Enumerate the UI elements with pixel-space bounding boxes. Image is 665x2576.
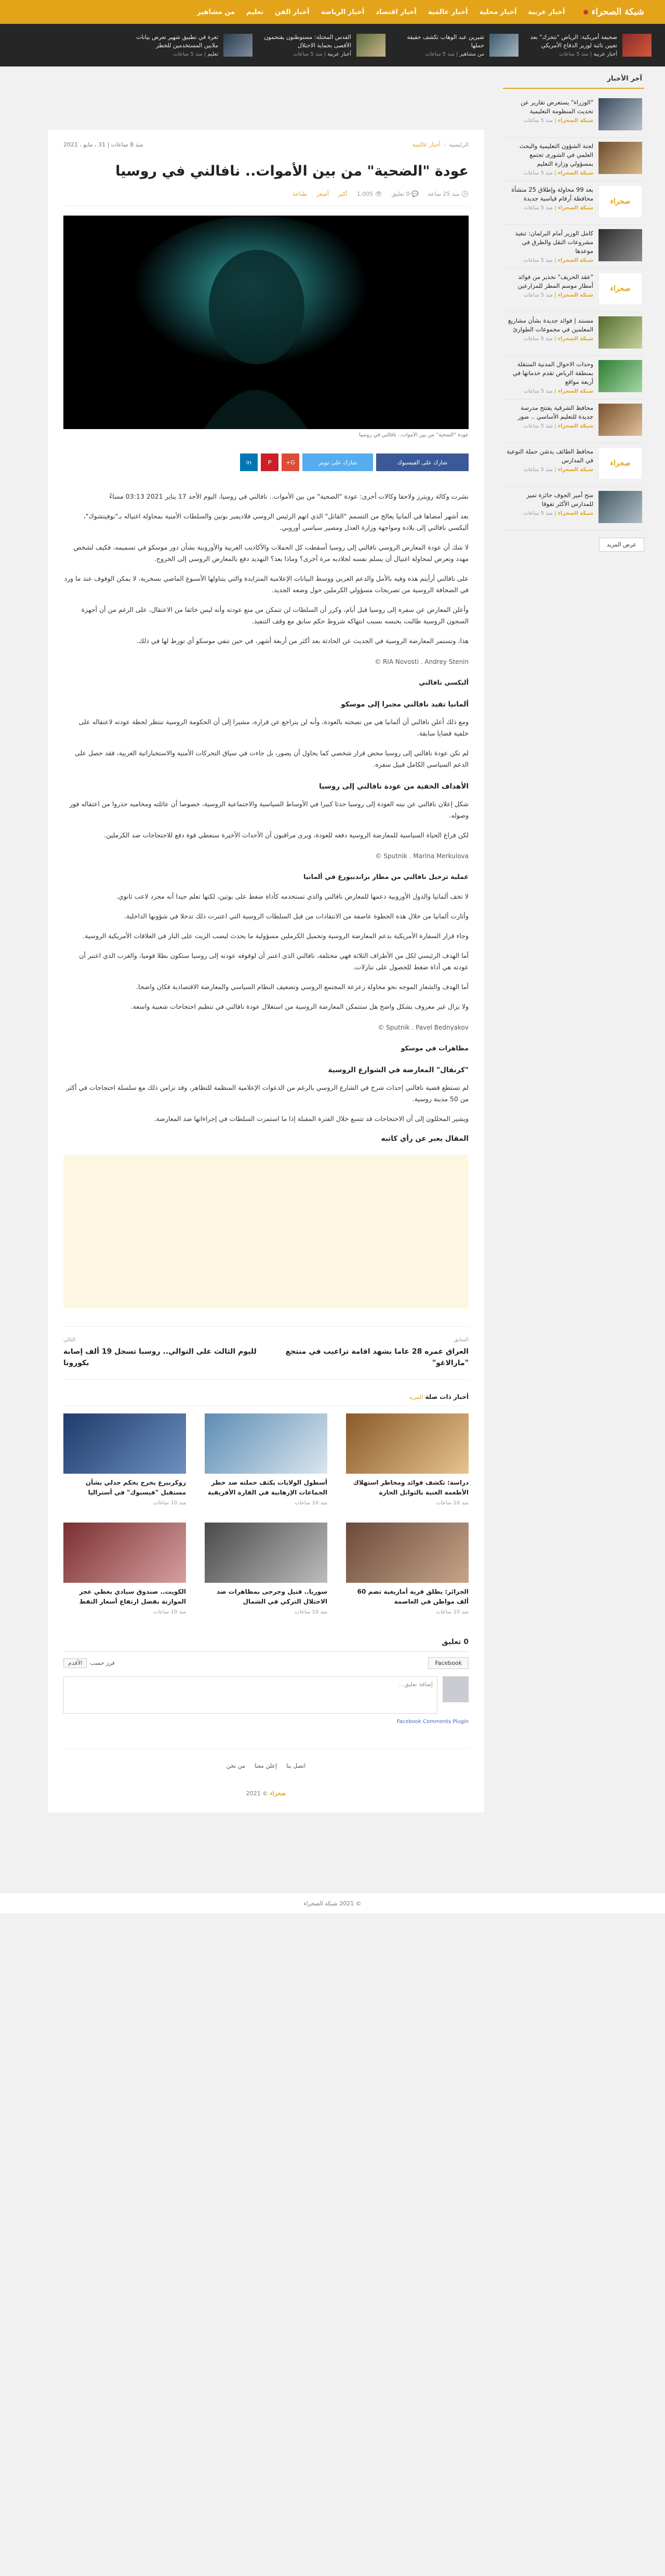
related-image bbox=[205, 1413, 327, 1474]
hero-image bbox=[63, 216, 469, 429]
ticker-item[interactable] bbox=[528, 33, 651, 57]
related-grid bbox=[63, 1413, 469, 1615]
related-card-title: الكويت.. صندوق سيادي يغطي عجز الموازنة بفضل ارتفاع أسعار النفط bbox=[79, 1588, 186, 1605]
sidebar-latest bbox=[503, 66, 644, 1812]
share-facebook-button[interactable]: شارك على الفيسبوك bbox=[376, 453, 469, 471]
nav-item[interactable]: أخبار محلية bbox=[479, 8, 517, 16]
sidebar-item-meta: شبكة الصحراء | منذ 5 ساعات bbox=[523, 118, 593, 124]
ticker-meta: أخبار عربية | منذ 5 ساعات bbox=[293, 51, 351, 57]
meta-views: 👁 1,005 bbox=[356, 191, 382, 197]
photo-credit: RIA Novosti . Andrey Stenin © bbox=[375, 658, 469, 665]
section-heading: ألمانيا تفيد نافالني مجبرا إلى موسكو bbox=[341, 700, 469, 709]
article-paragraph: نشرت وكالة رويترز ولاحقا وكالات أخرى: عودة "الضحية" من بين الأموات.. نافالني في روسيا، اليوم الأحد 17 يناير 2021 03:13 مساءً bbox=[109, 492, 469, 500]
meta-comments[interactable]: 💬 0 تعليق bbox=[391, 191, 419, 197]
article-paragraph: لم تستطع قضية نافالني إحداث شرخ في الشارع الروسي بالرغم من الدعوات الإعلامية المنظمة للتظاهر، وقد تزامن ذلك مع سلسلة احتجاجات في أكثر من 50 مدينة روسية. bbox=[66, 1084, 469, 1103]
article-paragraph: أما الهدف الرئيسي لكل من الأطراف الثلاثة فهي مختلفة، نافالني الذي اعتبر أن لوقوفه عودته إلى روسيا ستكون بطلا قوميا، والغرب الذي اعتبر أن عودته هي أداة ضغط للحصول على تنازلات. bbox=[79, 952, 469, 971]
breadcrumb-separator-icon: › bbox=[443, 141, 446, 148]
top-nav bbox=[0, 0, 665, 24]
related-card[interactable] bbox=[205, 1413, 327, 1506]
related-image bbox=[63, 1413, 186, 1474]
related-card-title: دراسة: تكشف فوائد ومخاطر استهلاك الأطعمة الغنية بالتوابل الحارة bbox=[353, 1479, 469, 1496]
section-heading: "كرنفال" المعارضة في الشوارع الروسية bbox=[328, 1066, 469, 1074]
related-card-date: منذ 10 ساعات bbox=[436, 1500, 469, 1506]
sidebar-item-title: وحدات الاحوال المدنية المتنقلة بمنطقة الرياض تقدم خدماتها في أربعة مواقع bbox=[512, 361, 593, 385]
photo-subtitle: عملية ترحيل نافالني من مطار برانديبورغ في ألمانيا bbox=[303, 873, 469, 880]
article-paragraph: على نافالني أرأيتم هذه وفيه بالأمل والدعم الغربي ووسط البيانات الإعلامية المتزايدة والتي يتناولها الأسبوع الماضي بسخرية، لا يمكن الوقوف عند ما ورد في الصحافة الروسية من تصريحات مسؤولي الكرملين حول وضعه الجديد. bbox=[64, 575, 469, 594]
ticker-meta: من مشاهير | منذ 5 ساعات bbox=[425, 51, 484, 57]
share-bar bbox=[63, 453, 469, 471]
nav-item[interactable]: أخبار عالمية bbox=[428, 8, 468, 16]
related-card[interactable] bbox=[346, 1523, 469, 1615]
ticker-thumbnail bbox=[223, 34, 252, 57]
sidebar-item[interactable] bbox=[503, 399, 644, 443]
footer bbox=[63, 1749, 469, 1797]
prev-next-nav bbox=[63, 1326, 469, 1380]
prev-article-link[interactable] bbox=[271, 1337, 469, 1369]
article-paragraph: شكل إعلان نافالني عن نيته العودة إلى روسيا حدثا كبيرا في الأوساط السياسية والاجتماعية الروسية، خصوصا أن عائلته ومحاميه حذروا من اعتقاله فور وصوله. bbox=[70, 800, 469, 819]
hero-illustration bbox=[63, 216, 469, 429]
nav-item[interactable]: أخبار الرياضة bbox=[321, 8, 365, 16]
article-title: عودة "الضحية" من بين الأموات.. نافالني في روسيا bbox=[115, 163, 469, 179]
photo-subtitle: أليكسي نافالني bbox=[419, 678, 469, 686]
nav-item[interactable]: من مشاهير bbox=[197, 8, 235, 16]
article-paragraph: لا شك أن عودة المعارض الروسي نافالني إلى روسيا أسقطت كل الحملات والأكاذيب الغربية والأوروبية بشأن دور موسكو في تسميمه، فكيف لشخص مهدد وتعرض لمحاولة اغتيال أن يسلم نفسه لجلاديه مرة أخرى؟ وماذا بعد؟ التهديد دفع بالمعارض الروسي إلى الخروج. bbox=[73, 543, 469, 563]
footer-links bbox=[63, 1763, 469, 1769]
ticker-thumbnail bbox=[489, 34, 518, 57]
sidebar-item-meta: شبكة الصحراء | منذ 5 ساعات bbox=[523, 258, 593, 263]
share-google-button[interactable]: G+ bbox=[282, 453, 299, 471]
footer-link[interactable]: من نحن bbox=[226, 1763, 246, 1769]
comment-input[interactable]: إضافة تعليق... bbox=[63, 1676, 437, 1714]
share-pinterest-button[interactable]: P bbox=[261, 453, 278, 471]
article-header-row bbox=[63, 141, 469, 148]
sidebar-item[interactable] bbox=[503, 181, 644, 225]
sidebar-item-meta: شبكة الصحراء | منذ 5 ساعات bbox=[523, 170, 593, 176]
sidebar-thumbnail bbox=[598, 491, 642, 523]
sidebar-item[interactable] bbox=[503, 312, 644, 356]
sidebar-item[interactable] bbox=[503, 356, 644, 399]
next-title: لليوم الثالث على التوالي.. روسيا تسجل 19 ألف إصابة بكورونا bbox=[63, 1347, 257, 1367]
related-image bbox=[205, 1523, 327, 1583]
ticker-item[interactable] bbox=[129, 33, 252, 57]
related-more-link[interactable]: المزيد bbox=[408, 1394, 423, 1400]
ad-slot bbox=[63, 1155, 469, 1309]
related-card-title: زوكربيرغ يخرج بحكم جدلي بشأن مستقبل "فيسبوك" في أستراليا bbox=[85, 1479, 186, 1496]
nav-item[interactable]: تعليم bbox=[246, 8, 264, 16]
sidebar-item-meta: شبكة الصحراء | منذ 5 ساعات bbox=[523, 292, 593, 298]
news-ticker bbox=[0, 24, 665, 66]
article-paragraph: ويشير المحللون إلى أن الاحتجاجات قد تتسع خلال الفترة المقبلة إذا ما استمرت السلطات في إجراءاتها ضد المعارضة. bbox=[154, 1115, 469, 1123]
opinion-note: المقال يعبر عن رأي كاتبه bbox=[381, 1134, 469, 1143]
related-card-date: منذ 10 ساعات bbox=[295, 1500, 327, 1506]
sidebar-thumbnail bbox=[598, 229, 642, 261]
related-image bbox=[346, 1413, 469, 1474]
sidebar-item-title: "عقد الخريف" تحذير من فوائد أمطار موسم المطر للمزارعين bbox=[517, 273, 593, 289]
article-main bbox=[48, 130, 484, 1812]
article-paragraph: ومع ذلك أعلن نافالني أن ألمانيا هي من نصحته بالعودة، وأنه لن يتراجع عن قراره، مشيرا إلى أن الحكومة الروسية تنتظر لحظة عودته لاعتقاله على خلفية قضايا سابقة. bbox=[78, 718, 469, 737]
sidebar-item-meta: شبكة الصحراء | منذ 5 ساعات bbox=[523, 336, 593, 342]
breadcrumb bbox=[413, 141, 469, 148]
font-smaller-button[interactable]: أصغر bbox=[316, 191, 329, 197]
photo-subtitle: مظاهرات في موسكو bbox=[401, 1044, 469, 1052]
article-paragraph: بعد أشهر أمضاها في ألمانيا يعالج من التسمم "القاتل" الذي اتهم الرئيس الروسي فلاديمير بوتين والسلطات الأمنية بمحاولة اغتياله بـ"نوفيتشوك"، أليكسي نافالني إلى بلاده ومواجهة وزارة العدل ومصير سياسي أوروبي. bbox=[83, 512, 469, 531]
sidebar-item-meta: شبكة الصحراء | منذ 5 ساعات bbox=[523, 205, 593, 211]
sidebar-item[interactable] bbox=[503, 269, 644, 312]
sort-select[interactable]: الأقدم bbox=[63, 1658, 87, 1668]
sidebar-item[interactable] bbox=[503, 443, 644, 487]
next-label: التالي bbox=[63, 1337, 76, 1343]
article-paragraph: هذا، وتستمر المعارضة الروسية في الحديث عن الحادثة بعد أكثر من أربعة أشهر، في حين تنفي موسكو أي تورط لها في ذلك. bbox=[136, 637, 469, 645]
sidebar-item-meta: شبكة الصحراء | منذ 5 ساعات bbox=[523, 423, 593, 429]
footer-link[interactable]: إعلن معنا bbox=[255, 1763, 277, 1769]
related-card[interactable] bbox=[205, 1523, 327, 1615]
related-image bbox=[63, 1523, 186, 1583]
related-card-date: منذ 10 ساعات bbox=[153, 1609, 186, 1615]
sidebar-more-button[interactable]: عرض المزيد bbox=[599, 538, 644, 552]
article-meta bbox=[63, 191, 469, 206]
facebook-plugin-label[interactable]: Facebook Comments Plugin bbox=[396, 1719, 469, 1725]
sidebar-item-title: منح أمير الجوف جائزة تميز للمدارس الأكثر تفوقا bbox=[526, 491, 593, 508]
sidebar-item[interactable] bbox=[503, 225, 644, 269]
article-paragraph: ولا يزال غير معروف بشكل واضح هل ستتمكن المعارضة الروسية من استغلال عودة نافالني في تنظيم احتجاجات شعبية واسعة. bbox=[130, 1003, 469, 1010]
related-card[interactable] bbox=[63, 1413, 186, 1506]
article-body bbox=[63, 491, 469, 1144]
facebook-tab[interactable]: Facebook bbox=[428, 1657, 469, 1669]
sort-control bbox=[63, 1658, 115, 1668]
ticker-thumbnail bbox=[356, 34, 385, 57]
site-logo[interactable] bbox=[583, 7, 644, 17]
related-card-title: الجزائر: يطلق قرية أمازيغية تضم 60 ألف مواطن في العاصمة bbox=[357, 1588, 469, 1605]
article-paragraph: لا تخف ألمانيا والدول الأوروبية دعمها للمعارض نافالني والذي تستخدمه كأداة ضغط على بوتين، لكنها تعلم جيدا أنه مجرد لاعب ثانوي. bbox=[116, 892, 469, 900]
related-card-title: أسطول الولايات يكثف حملته ضد خطر الجماعات الإرهابية في القارة الأفريقية bbox=[207, 1479, 327, 1496]
ticker-title: ثغرة في تطبيق شهير تعرض بيانات ملايين المستخدمين للخطر bbox=[136, 34, 218, 49]
sidebar-item-title: محافظ الطائف يدشن حملة التوعية في المدارس bbox=[507, 448, 593, 464]
nav-item[interactable]: أخبار الفن bbox=[275, 8, 310, 16]
photo-credit: Sputnik . Pavel Bednyakov © bbox=[378, 1024, 469, 1031]
print-button[interactable]: طباعة bbox=[292, 191, 308, 197]
ticker-title: صحيفة أمريكية: الرياض "تتحرك" بعد تعيين نائبة لوزير الدفاع الأمريكي bbox=[530, 34, 617, 49]
sidebar-item[interactable] bbox=[503, 138, 644, 181]
article-paragraph: وجاء قرار السفارة الأمريكية بدعم المعارضة الروسية وتحميل الكرملين مسؤولية ما يحدث ليصب الزيت على النار في العلاقات الأمريكية الروسية. bbox=[83, 932, 469, 940]
sidebar-item-title: كامل الوزير أمام البرلمان: تنفيذ مشروعات النقل والطرق في موعدها bbox=[515, 230, 593, 255]
related-header bbox=[63, 1393, 469, 1406]
related-title: أخبار ذات صلة bbox=[425, 1393, 469, 1400]
logo-text: شبكة الصحراء bbox=[591, 7, 644, 17]
sidebar-thumbnail: صحراء bbox=[598, 447, 642, 479]
sidebar-thumbnail bbox=[598, 142, 642, 174]
main-menu bbox=[197, 8, 565, 16]
ticker-item[interactable] bbox=[395, 33, 518, 57]
sidebar-thumbnail bbox=[598, 404, 642, 436]
share-twitter-button[interactable]: شارك على تويتر bbox=[302, 453, 373, 471]
ticker-thumbnail bbox=[622, 34, 651, 57]
ticker-meta: أخبار عربية | منذ 5 ساعات bbox=[559, 51, 617, 57]
related-card-date: منذ 10 ساعات bbox=[436, 1609, 469, 1615]
section-heading: الأهداف الخفية من عودة نافالني إلى روسيا bbox=[319, 782, 469, 791]
sidebar-item-title: محافظ الشرقية يفتتح مدرسة جديدة للتعليم الأساسي .. صور bbox=[518, 404, 593, 420]
comment-form bbox=[63, 1676, 469, 1714]
sidebar-thumbnail: صحراء bbox=[598, 273, 642, 305]
ticker-item[interactable] bbox=[262, 33, 385, 57]
prev-label: السابق bbox=[454, 1337, 469, 1343]
avatar bbox=[443, 1676, 469, 1702]
article-paragraph: وأعلن المعارض عن سفره إلى روسيا قبل أيام، وكرر أن السلطات لن تتمكن من منع عودته وأنه ليس خائفا من الاعتقال، على الرغم من أن أجهزة السجون الروسية طالبت بحبسه بسبب انتهاكه شروط حكم سابق مع وقف التنفيذ. bbox=[81, 606, 469, 625]
article-paragraph: أما الهدف والشعار الموجه نحو محاولة زعزعة المجتمع الروسي وتضعيف النظام السياسي والمعارضة الاقتصادية فكان واضحا. bbox=[136, 983, 469, 991]
sidebar-thumbnail bbox=[598, 98, 642, 130]
related-card-title: سوريا.. قتيل وجرحى بمظاهرات ضد الاحتلال التركي في الشمال bbox=[216, 1588, 327, 1605]
related-card-date: منذ 10 ساعات bbox=[153, 1500, 186, 1506]
sidebar-item-meta: شبكة الصحراء | منذ 5 ساعات bbox=[523, 511, 593, 516]
prev-title: العراق عمره 28 عاما يشهد اقامة تراعيب في منتجع "مارالاغو" bbox=[285, 1347, 469, 1367]
breadcrumb-home[interactable]: الرئيسية bbox=[449, 141, 469, 148]
hero-caption: عودة "الضحية" من بين الأموات.. نافالني في روسيا bbox=[359, 432, 469, 438]
ticker-title: القدس المحتلة: مستوطنون يقتحمون الأقصى بحماية الاحتلال bbox=[264, 34, 351, 49]
sort-label: فرز حسب bbox=[90, 1660, 115, 1666]
article-date: منذ 8 ساعات | 31 ، مايو ، 2021 bbox=[63, 141, 143, 148]
sidebar-item-meta: شبكة الصحراء | منذ 5 ساعات bbox=[523, 467, 593, 473]
footer-logo: صحراء © 2021 bbox=[246, 1790, 286, 1797]
related-card[interactable] bbox=[346, 1413, 469, 1506]
sidebar-title: آخر الأخبار bbox=[503, 70, 644, 89]
logo-dot-icon bbox=[583, 10, 588, 15]
footer-link[interactable]: اتصل بنا bbox=[286, 1763, 306, 1769]
nav-item[interactable]: أخبار عربية bbox=[528, 8, 565, 16]
breadcrumb-category[interactable]: أخبار عالمية bbox=[412, 141, 441, 148]
font-larger-button[interactable]: أكبر bbox=[338, 191, 348, 197]
sidebar-thumbnail bbox=[598, 360, 642, 392]
sidebar-item[interactable] bbox=[503, 487, 644, 530]
article-paragraph: لكن فراغ الحياة السياسية للمعارضة الروسية دفعه للعودة، ويرى مراقبون أن الأحداث الأخيرة ستعطي قوة دفع للاحتجاجات ضد الكرملين. bbox=[104, 831, 469, 839]
ticker-meta: تعليم | منذ 5 ساعات bbox=[173, 51, 218, 57]
sidebar-thumbnail bbox=[598, 316, 642, 349]
nav-item[interactable]: أخبار اقتصاد bbox=[376, 8, 417, 16]
related-image bbox=[346, 1523, 469, 1583]
sidebar-item[interactable] bbox=[503, 94, 644, 138]
comments-toolbar bbox=[63, 1657, 469, 1669]
share-linkedin-button[interactable]: in bbox=[240, 453, 258, 471]
article-paragraph: لم تكن عودة نافالني إلى روسيا محض قرار شخصي كما يحاول أن يصور، بل جاءت في سياق التحركات الأمنية والاستخباراتية الغربية، فقد حصل على الدعم السياسي الكامل قبيل سفره. bbox=[74, 749, 469, 768]
next-article-link[interactable] bbox=[63, 1337, 261, 1369]
sidebar-item-title: بعد 99 محاولة وإطلاق 25 منشأة محافظة أرقام قياسية جديدة bbox=[511, 186, 593, 202]
sidebar-item-title: لجنة الشؤون التعليمية والبحث العلمي في الشورى تجتمع بمسؤولي وزارة التعليم bbox=[519, 142, 593, 167]
photo-credit: Sputnik . Marina Merkulova © bbox=[375, 852, 469, 860]
related-card-date: منذ 10 ساعات bbox=[295, 1609, 327, 1615]
sidebar-item-meta: شبكة الصحراء | منذ 5 ساعات bbox=[523, 389, 593, 394]
ticker-title: شيرين عبد الوهاب تكشف حقيقة حملها bbox=[407, 34, 484, 49]
related-card[interactable] bbox=[63, 1523, 186, 1615]
copyright-bar: © 2021 شبكة الصحراء bbox=[0, 1893, 665, 1913]
sidebar-item-title: مستند | فوائد جديدة بشأن مشاريع المعلمين في مجموعات الطوارئ bbox=[508, 317, 593, 333]
meta-time: 🕒 منذ 25 ساعة bbox=[428, 191, 469, 197]
sidebar-item-title: "الوزراء" يستعرض تقارير عن تحديث المنظومة التعليمية bbox=[521, 99, 593, 115]
sidebar-thumbnail: صحراء bbox=[598, 185, 642, 218]
article-paragraph: وأثارت ألمانيا من خلال هذه الخطوة عاصفة من الانتقادات من قبل السلطات الروسية التي اعتبرت ذلك تدخلا في شؤونها الداخلية. bbox=[124, 912, 469, 920]
comments-title: 0 تعليق bbox=[63, 1638, 469, 1652]
